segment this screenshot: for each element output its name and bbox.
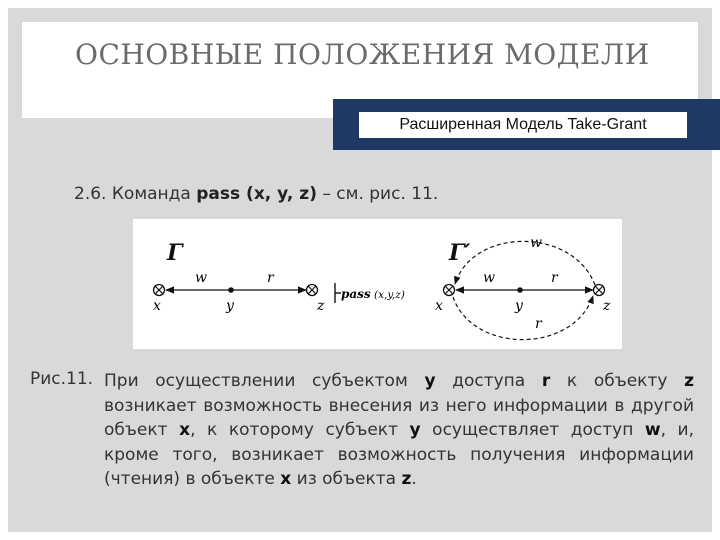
command-name: pass (x, y, z) — [196, 184, 317, 204]
caption-text: из объекта — [291, 469, 402, 489]
caption-text: . — [411, 469, 417, 489]
caption-bold: z — [684, 371, 694, 391]
caption-text: осуществляет доступ — [420, 420, 645, 440]
caption-bold: r — [541, 371, 551, 391]
caption-bold: y — [424, 371, 436, 391]
caption-text: возникает возможность внесения из него информации в другой объект — [104, 395, 694, 440]
pass-diagram — [133, 219, 622, 349]
right-node-y — [517, 287, 523, 293]
right-label-x: x — [435, 298, 443, 314]
caption-label: Рис.11. — [30, 369, 94, 389]
caption-text: к объекту — [550, 371, 685, 391]
right-label-y: y — [515, 298, 523, 314]
left-node-z — [307, 285, 318, 296]
new-label-w: w — [530, 235, 542, 251]
model-badge: Расширенная Модель Take-Grant — [358, 111, 688, 139]
caption-bold: x — [280, 469, 292, 489]
command-line — [74, 184, 438, 204]
slide-title: ОСНОВНЫЕ ПОЛОЖЕНИЯ МОДЕЛИ — [75, 38, 650, 71]
right-label-z: z — [603, 298, 611, 314]
right-label-r: r — [551, 270, 558, 286]
command-suffix: – см. рис. 11. — [316, 184, 439, 204]
command-prefix: 2.6. Команда — [74, 184, 197, 204]
caption-text: При осуществлении субъектом — [104, 371, 425, 391]
left-label-x: x — [153, 298, 161, 314]
caption-text: , и, кроме того, возникает возможность получения информации (чтения) в объекте — [104, 420, 695, 489]
left-label-r: r — [267, 270, 274, 286]
right-label-w: w — [483, 270, 495, 286]
figure-11 — [133, 219, 622, 349]
left-label-w: w — [195, 270, 207, 286]
new-edge-w — [455, 241, 595, 285]
right-node-z — [594, 285, 605, 296]
left-node-y — [228, 287, 234, 293]
left-node-x — [154, 285, 165, 296]
right-node-x — [444, 285, 455, 296]
left-label-z: z — [317, 298, 325, 314]
caption-text: доступа — [435, 371, 542, 391]
caption-bold: w — [644, 420, 661, 440]
left-graph-label: Γ — [167, 240, 183, 266]
figure-caption — [104, 369, 694, 492]
right-graph-label: Γ′ — [449, 240, 471, 266]
caption-bold: x — [179, 420, 191, 440]
left-label-y: y — [226, 298, 234, 314]
caption-bold: y — [409, 420, 421, 440]
caption-text: , к которому субъект — [190, 420, 410, 440]
caption-bold: z — [401, 469, 412, 489]
new-label-r: r — [535, 316, 542, 332]
rule-name: pass — [341, 287, 371, 301]
rule-args: (x,y,z) — [374, 289, 405, 301]
new-edge-r — [453, 296, 593, 340]
